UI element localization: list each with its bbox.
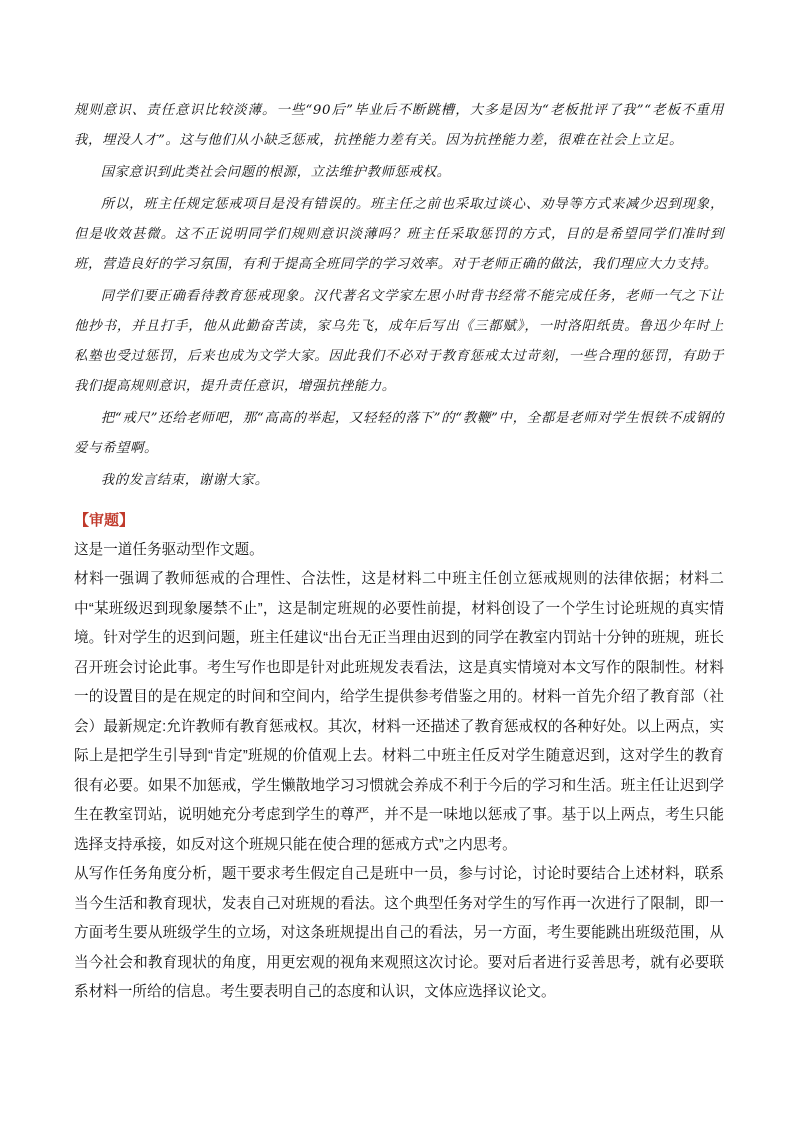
analysis-paragraph: 从写作任务角度分析，题干要求考生假定自己是班中一员，参与讨论，讨论时要结合上述材料，联系当今生活和教育现状，发表自己对班规的看法。这个典型任务对学生的写作再一次进行了限制，即一方面考生要从班级学生的立场，对这条班规提出自己的看法，另一方面，考生要能跳出班级范围，从当今社会和教育现状的角度，用更宏观的视角来观照这次讨论。要对后者进行妥善思考，就有必要联系材料一所给的信息。考生要表明自己的态度和认识，文体应选择议论文。 (74, 866, 724, 1000)
essay-body (74, 96, 724, 498)
essay-paragraph: 把“戒尺”还给老师吧，那“高高的举起，又轻轻的落下”的“教鞭”中，全都是老师对学生恨铁不成钢的爱与希望啊。 (74, 411, 724, 456)
section-heading: 【审题】 (74, 512, 135, 529)
essay-paragraph: 我的发言结束，谢谢大家。 (100, 473, 269, 488)
analysis-section (74, 506, 724, 1008)
essay-paragraph: 同学们要正确看待教育惩戒现象。汉代著名文学家左思小时背书经常不能完成任务，老师一气之下让他抄书，并且打手，他从此勤奋苦读，家乌先飞，成年后写出《三都赋》，一时洛阳纸贵。鲁迅少年时上私塾也受过惩罚，后来也成为文学大家。因此我们不必对于教育惩戒太过苛刻，一些合理的惩罚，有助于我们提高规则意识，提升责任意识，增强抗挫能力。 (74, 289, 724, 394)
essay-paragraph: 国家意识到此类社会问题的根源，立法维护教师惩戒权。 (100, 165, 451, 180)
analysis-paragraph: 材料一强调了教师惩戒的合理性、合法性，这是材料二中班主任创立惩戒规则的法律依据；材料二中“某班级迟到现象屡禁不止”，这是制定班规的必要性前提，材料创设了一个学生讨论班规的真实情境。针对学生的迟到问题，班主任建议“出台无正当理由迟到的同学在教室内罚站十分钟的班规，班长召开班会讨论此事。考生写作也即是针对此班规发表看法，这是真实情境对本文写作的限制性。材料一的设置目的是在规定的时间和空间内，给学生提供参考借鉴之用的。材料一首先介绍了教育部（社会）最新规定:允许教师有教育惩戒权。其次，材料一还描述了教育惩戒权的各种好处。以上两点，实际上是把学生引导到“肯定”班规的价值观上去。材料二中班主任反对学生随意迟到，这对学生的教育很有必要。如果不加惩戒，学生懒散地学习习惯就会养成不利于今后的学习和生活。班主任让迟到学生在教室罚站，说明她充分考虑到学生的尊严，并不是一味地以惩戒了事。基于以上两点，考生只能选择支持承接，如反对这个班规只能在使合理的惩戒方式”之内思考。 (74, 571, 724, 853)
analysis-paragraph: 这是一道任务驱动型作文题。 (74, 541, 264, 558)
essay-paragraph: 所以，班主任规定惩戒项目是没有错误的。班主任之前也采取过谈心、劝导等方式来减少迟到现象，但是收效甚微。这不正说明同学们规则意识淡薄吗？班主任采取惩罚的方式，目的是希望同学们准时到班，营造良好的学习氛围，有利于提高全班同学的学习效率。对于老师正确的做法，我们理应大力支持。 (74, 197, 724, 272)
essay-paragraph: 规则意识、责任意识比较淡薄。一些“90后”毕业后不断跳槽，大多是因为“老板批评了我”“老板不重用我，埋没人才”。这与他们从小缺乏惩戒，抗挫能力差有关。因为抗挫能力差，很难在社会上立足。 (74, 103, 724, 148)
